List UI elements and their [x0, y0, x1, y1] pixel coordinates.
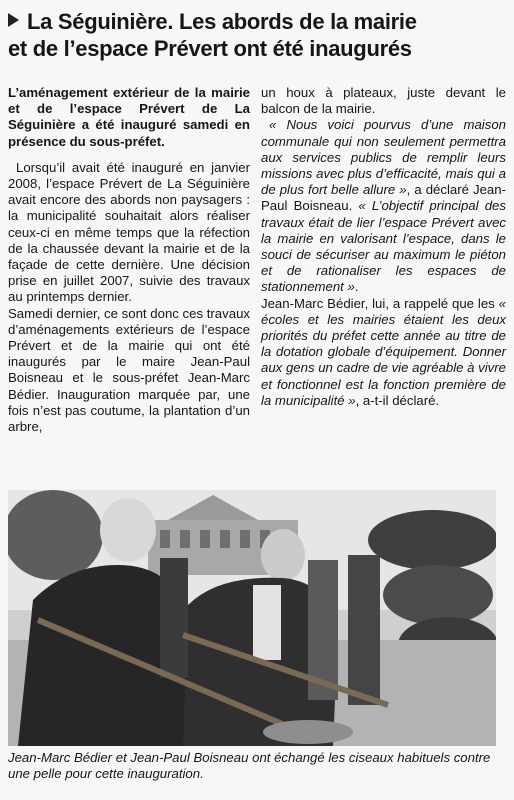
mayor-quote-1: « Nous voici pourvus d’une maison communale qui non seulement permettra aux services publics de remplir leurs missions avec plus d’efficacité, mais qui a de plus fort belle allure »	[261, 117, 506, 198]
headline-line-1	[8, 8, 508, 35]
article-paragraph: Samedi dernier, ce sont donc ces travaux d’aménagements extérieurs de l’espace Prévert et de la mairie qui ont été inaugurés par le maire Jean-Paul Boisneau et le sous-préfet Jean-Marc Bédier. Inauguration marquée par, une fois n’est pas coutume, la plantation d’un arbre,	[8, 305, 250, 435]
mayor-quote-2: « L’objectif principal des travaux était de lier l’espace Prévert avec la mairie en valorisant l’espace, dans le souci de sécuriser au maximum le piéton et de rationaliser les espaces de stationnement »	[261, 198, 506, 295]
prefect-attribution-text: , a-t-il déclaré.	[355, 392, 440, 408]
article-paragraph-quotes	[261, 117, 506, 295]
inauguration-photo	[8, 490, 496, 746]
article-lede: L’aménagement extérieur de la mairie et de l’espace Prévert de La Séguinière a été inauguré samedi en présence du sous-préfet.	[8, 85, 250, 149]
photo-caption: Jean-Marc Bédier et Jean-Paul Boisneau ont échangé les ciseaux habituels contre une pelle pour cette inauguration.	[8, 750, 491, 781]
headline	[8, 8, 508, 62]
headline-line-2: et de l’espace Prévert ont été inaugurés	[8, 36, 412, 61]
article-paragraph-prefect	[261, 296, 506, 409]
photo-illustration	[8, 490, 496, 746]
left-column	[8, 85, 250, 435]
attribution-text: , a déclaré Jean-Paul Boisneau.	[261, 182, 506, 214]
right-column	[261, 85, 506, 409]
period-text: .	[354, 279, 359, 295]
prefect-intro-text: Jean-Marc Bédier, lui, a rappelé que les	[261, 295, 495, 311]
headline-place: La Séguinière.	[27, 9, 174, 34]
article-paragraph: un houx à plateaux, juste devant le balcon de la mairie.	[261, 85, 506, 117]
arrow-bullet-icon	[8, 13, 19, 27]
article-paragraph: Lorsqu’il avait été inauguré en janvier 2008, l’espace Prévert de La Séguinière avait encore des abords non paysagers : la municipalité souhaitait alors réaliser ceux-ci en même temps que la réfection de la chaussée devant la mairie et de la façade de cette dernière. Une décision prise en juillet 2007, suivie des travaux au printemps dernier.	[8, 159, 250, 305]
prefect-quote: « écoles et les mairies étaient les deux priorités du préfet cette année au titre de la dotation globale d’équipement. Donner aux gens un cadre de vie agréable à vivre et fonctionnel est la fonction première de la municipalité »	[261, 295, 506, 408]
headline-title-part-1: Les abords de la mairie	[179, 9, 417, 34]
